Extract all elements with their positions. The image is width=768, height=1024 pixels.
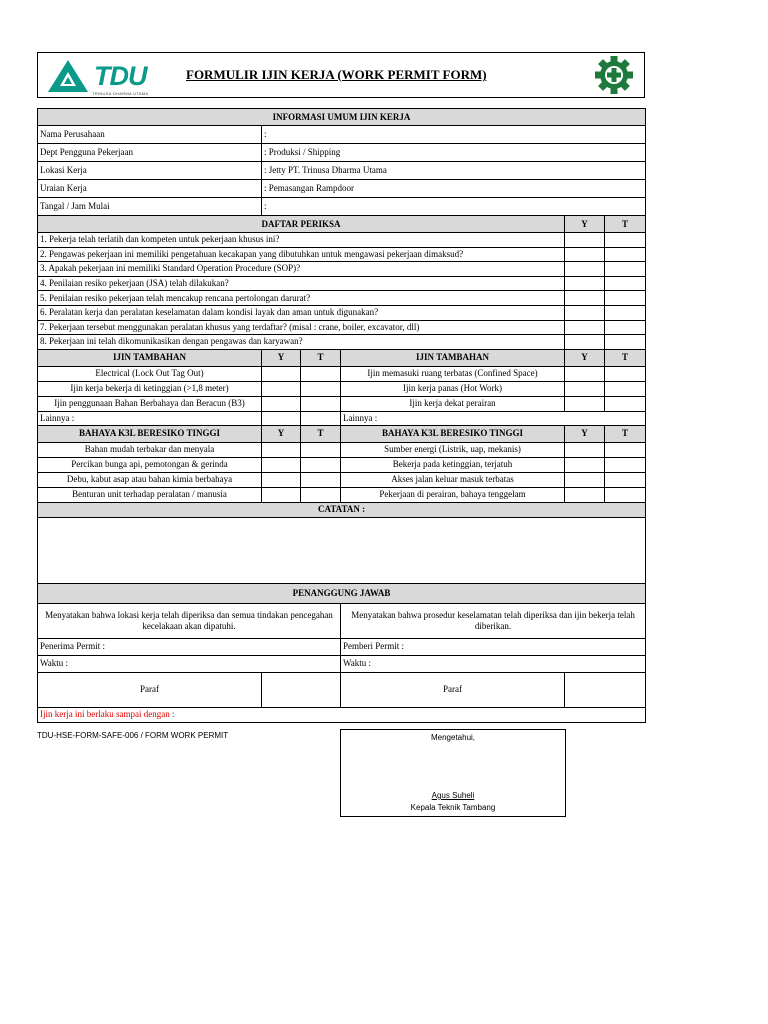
general-heading: INFORMASI UMUM IJIN KERJA <box>38 109 646 126</box>
general-row <box>38 198 646 216</box>
check-y[interactable] <box>262 472 301 487</box>
check-t[interactable] <box>605 247 646 262</box>
general-row <box>38 162 646 180</box>
hazard-item: Pekerjaan di perairan, bahaya tenggelam <box>341 487 565 502</box>
general-value[interactable]: : Jetty PT. Trinusa Dharma Utama <box>262 162 646 180</box>
check-t[interactable] <box>605 442 646 457</box>
time-field-left[interactable]: Waktu : <box>38 655 341 672</box>
check-y[interactable] <box>262 366 301 381</box>
check-y[interactable] <box>565 320 605 335</box>
additional-other-row <box>38 411 646 425</box>
check-y[interactable] <box>565 457 605 472</box>
general-value[interactable]: : <box>262 126 646 144</box>
check-y[interactable] <box>565 233 605 248</box>
checklist-row <box>38 247 646 262</box>
checklist-item: 4. Penilaian resiko pekerjaan (JSA) telah dilakukan? <box>38 276 565 291</box>
checklist-col-t: T <box>605 216 646 233</box>
hazards-col-y: Y <box>565 425 605 442</box>
hazard-row <box>38 442 646 457</box>
check-t[interactable] <box>301 487 341 502</box>
additional-row <box>38 366 646 381</box>
check-y[interactable] <box>565 305 605 320</box>
check-y[interactable] <box>262 381 301 396</box>
checklist-row <box>38 276 646 291</box>
check-y[interactable] <box>565 366 605 381</box>
check-t[interactable] <box>605 320 646 335</box>
notes-heading: CATATAN : <box>38 502 646 517</box>
logo-subtitle: TRINUSA DHARMA UTAMA <box>92 91 149 96</box>
general-label: Nama Perusahaan <box>38 126 262 144</box>
checklist-item: 3. Apakah pekerjaan ini memiliki Standard Operation Procedure (SOP)? <box>38 262 565 277</box>
additional-row <box>38 396 646 411</box>
checklist-item: 1. Pekerja telah terlatih dan kompeten untuk pekerjaan khusus ini? <box>38 233 565 248</box>
form-code: TDU-HSE-FORM-SAFE-006 / FORM WORK PERMIT <box>37 731 229 740</box>
check-t[interactable] <box>301 472 341 487</box>
check-t[interactable] <box>605 262 646 277</box>
additional-col-t: T <box>605 349 646 366</box>
additional-item: Ijin kerja dekat perairan <box>341 396 565 411</box>
check-y[interactable] <box>262 411 301 425</box>
notes-area[interactable] <box>38 517 646 583</box>
check-y[interactable] <box>565 472 605 487</box>
additional-heading-right: IJIN TAMBAHAN <box>341 349 565 366</box>
hazards-col-t: T <box>605 425 646 442</box>
check-t[interactable] <box>605 381 646 396</box>
checklist-row <box>38 233 646 248</box>
checklist-item: 2. Pengawas pekerjaan ini memiliki pengetahuan kecakapan yang dibutuhkan untuk mengawasi pekerjaan dimaksud? <box>38 247 565 262</box>
paraf-label-left: Paraf <box>38 672 262 707</box>
ack-role: Kepala Teknik Tambang <box>410 803 496 812</box>
checklist-row <box>38 335 646 350</box>
hazards-heading-right: BAHAYA K3L BERESIKO TINGGI <box>341 425 565 442</box>
work-permit-table <box>37 108 646 723</box>
check-y[interactable] <box>565 487 605 502</box>
general-value[interactable]: : Pemasangan Rampdoor <box>262 180 646 198</box>
check-t[interactable] <box>605 233 646 248</box>
additional-item: Ijin memasuki ruang terbatas (Confined Space) <box>341 366 565 381</box>
checklist-row <box>38 291 646 306</box>
hazard-item: Bekerja pada ketinggian, terjatuh <box>341 457 565 472</box>
ack-name: Agus Suheli <box>431 791 475 800</box>
additional-item: Ijin kerja panas (Hot Work) <box>341 381 565 396</box>
paraf-box-left[interactable] <box>262 672 341 707</box>
check-t[interactable] <box>605 335 646 350</box>
hazards-heading-left: BAHAYA K3L BERESIKO TINGGI <box>38 425 262 442</box>
hazard-row <box>38 487 646 502</box>
check-y[interactable] <box>565 247 605 262</box>
hazard-item: Percikan bunga api, pemotongan & gerinda <box>38 457 262 472</box>
receiver-field[interactable]: Penerima Permit : <box>38 638 341 655</box>
giver-field[interactable]: Pemberi Permit : <box>341 638 646 655</box>
form-header <box>37 52 645 98</box>
check-y[interactable] <box>262 487 301 502</box>
time-field-right[interactable]: Waktu : <box>341 655 646 672</box>
check-y[interactable] <box>262 442 301 457</box>
additional-col-t: T <box>301 349 341 366</box>
check-t[interactable] <box>605 276 646 291</box>
additional-other-right[interactable]: Lainnya : <box>341 411 646 425</box>
validity-note[interactable]: Ijin kerja ini berlaku sampai dengan : <box>38 707 646 722</box>
general-row <box>38 144 646 162</box>
hazards-col-y: Y <box>262 425 301 442</box>
responsible-heading: PENANGGUNG JAWAB <box>38 583 646 603</box>
logo-text: TDU <box>94 61 147 91</box>
check-t[interactable] <box>605 457 646 472</box>
checklist-row <box>38 320 646 335</box>
check-y[interactable] <box>262 457 301 472</box>
check-t[interactable] <box>605 366 646 381</box>
check-y[interactable] <box>565 262 605 277</box>
general-value[interactable]: : <box>262 198 646 216</box>
statement-right: Menyatakan bahwa prosedur keselamatan telah diperiksa dan ijin bekerja telah diberikan. <box>341 603 646 638</box>
additional-other-left[interactable]: Lainnya : <box>38 411 262 425</box>
check-t[interactable] <box>301 396 341 411</box>
check-y[interactable] <box>565 396 605 411</box>
general-row <box>38 126 646 144</box>
hazard-row <box>38 472 646 487</box>
additional-col-y: Y <box>565 349 605 366</box>
hazard-item: Benturan unit terhadap peralatan / manusia <box>38 487 262 502</box>
check-t[interactable] <box>605 472 646 487</box>
statement-left: Menyatakan bahwa lokasi kerja telah diperiksa dan semua tindakan pencegahan kecelakaan akan dipatuhi. <box>38 603 341 638</box>
check-y[interactable] <box>565 335 605 350</box>
additional-item: Ijin penggunaan Bahan Berbahaya dan Beracun (B3) <box>38 396 262 411</box>
checklist-col-y: Y <box>565 216 605 233</box>
hazard-row <box>38 457 646 472</box>
check-y[interactable] <box>565 291 605 306</box>
check-y[interactable] <box>565 276 605 291</box>
form-title: FORMULIR IJIN KERJA (WORK PERMIT FORM) <box>186 67 487 82</box>
ack-title: Mengetahui, <box>430 733 476 742</box>
paraf-box-right[interactable] <box>565 672 646 707</box>
additional-col-y: Y <box>262 349 301 366</box>
additional-row <box>38 381 646 396</box>
general-value[interactable]: : Produksi / Shipping <box>262 144 646 162</box>
checklist-row <box>38 305 646 320</box>
checklist-item: 8. Pekerjaan ini telah dikomunikasikan dengan pengawas dan karyawan? <box>38 335 565 350</box>
general-label: Lokasi Kerja <box>38 162 262 180</box>
paraf-label-right: Paraf <box>341 672 565 707</box>
checklist-item: 5. Penilaian resiko pekerjaan telah mencakup rencana pertolongan darurat? <box>38 291 565 306</box>
additional-item: Electrical (Lock Out Tag Out) <box>38 366 262 381</box>
safety-gear-icon <box>594 55 634 95</box>
check-t[interactable] <box>605 305 646 320</box>
hazard-item: Akses jalan keluar masuk terbatas <box>341 472 565 487</box>
hazard-item: Sumber energi (Listrik, uap, mekanis) <box>341 442 565 457</box>
hazards-col-t: T <box>301 425 341 442</box>
check-t[interactable] <box>301 411 341 425</box>
general-label: Tangal / Jam Mulai <box>38 198 262 216</box>
additional-item: Ijin kerja bekerja di ketinggian (>1,8 meter) <box>38 381 262 396</box>
general-row <box>38 180 646 198</box>
logo-triangle-icon <box>46 58 90 94</box>
checklist-row <box>38 262 646 277</box>
check-t[interactable] <box>301 381 341 396</box>
check-t[interactable] <box>301 366 341 381</box>
checklist-heading: DAFTAR PERIKSA <box>38 216 565 233</box>
checklist-item: 7. Pekerjaan tersebut menggunakan peralatan khusus yang terdaftar? (misal : crane, boiler, excavator, dll) <box>38 320 565 335</box>
check-t[interactable] <box>605 291 646 306</box>
check-y[interactable] <box>565 381 605 396</box>
general-label: Dept Pengguna Pekerjaan <box>38 144 262 162</box>
check-t[interactable] <box>605 487 646 502</box>
hazard-item: Debu, kabut asap atau bahan kimia berbahaya <box>38 472 262 487</box>
check-t[interactable] <box>301 457 341 472</box>
check-y[interactable] <box>262 396 301 411</box>
checklist-item: 6. Peralatan kerja dan peralatan keselamatan dalam kondisi layak dan aman untuk digunakan? <box>38 305 565 320</box>
acknowledgement-box <box>340 729 566 817</box>
company-logo <box>46 57 168 95</box>
check-t[interactable] <box>301 442 341 457</box>
check-t[interactable] <box>605 396 646 411</box>
check-y[interactable] <box>565 442 605 457</box>
general-label: Uraian Kerja <box>38 180 262 198</box>
additional-heading-left: IJIN TAMBAHAN <box>38 349 262 366</box>
hazard-item: Bahan mudah terbakar dan menyala <box>38 442 262 457</box>
